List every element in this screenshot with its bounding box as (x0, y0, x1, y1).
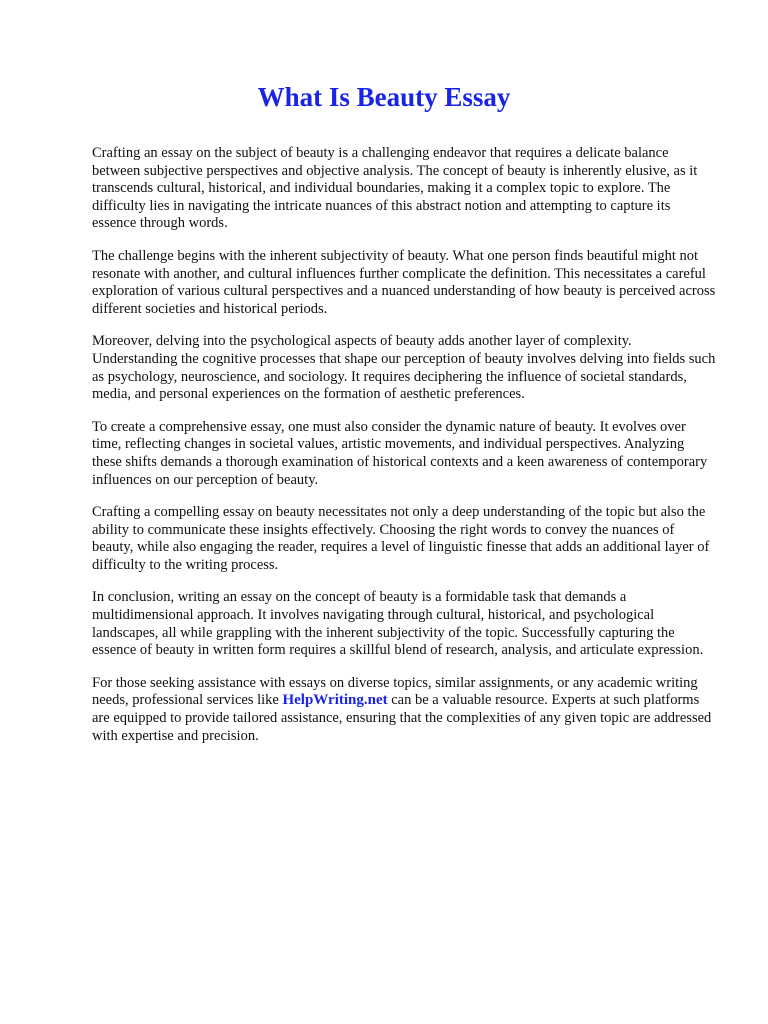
paragraph-closing (92, 675, 717, 745)
paragraph-6: In conclusion, writing an essay on the concept of beauty is a formidable task that demands a multidimensional approach. It involves navigating through cultural, historical, and psychological landscapes, all while grappling with the inherent subjectivity of the topic. Successfully capturing the essence of beauty in written form requires a skillful blend of research, analysis, and articulate expression. (92, 589, 704, 659)
paragraph-4: To create a comprehensive essay, one must also consider the dynamic nature of beauty. It evolves over time, reflecting changes in societal values, artistic movements, and individual perspectives. Analyzing these shifts demands a thorough examination of historical contexts and a keen awareness of contemporary influences on our perception of beauty. (92, 418, 708, 488)
paragraph-5: Crafting a compelling essay on beauty necessitates not only a deep understanding of the topic but also the ability to communicate these insights effectively. Choosing the right words to convey the nuances of beauty, while also engaging the reader, requires a level of linguistic finesse that adds an additional layer of difficulty to the writing process. (92, 504, 710, 573)
page-title: What Is Beauty Essay (257, 82, 511, 112)
paragraph-1: Crafting an essay on the subject of beauty is a challenging endeavor that requires a delicate balance between subjective perspectives and objective analysis. The concept of beauty is inherently elusive, as it transcends cultural, historical, and individual boundaries, making it a complex topic to explore. The difficulty lies in navigating the intricate nuances of this abstract notion and attempting to capture its essence through words. (92, 145, 698, 232)
helpwriting-link[interactable]: HelpWriting.net (282, 692, 388, 709)
paragraph-2: The challenge begins with the inherent subjectivity of beauty. What one person finds beautiful might not resonate with another, and cultural influences further complicate the definition. This necessitates a careful exploration of various cultural perspectives and a nuanced understanding of how beauty is perceived across different societies and historical periods. (92, 247, 716, 317)
closing-text-after: can be a valuable resource. Experts at such platforms are equipped to provide tailored assistance, ensuring that the complexities of any given topic are addressed with expertise and precision. (92, 692, 712, 744)
paragraph-3: Moreover, delving into the psychological aspects of beauty adds another layer of complexity. Understanding the cognitive processes that shape our perception of beauty involves delving into fields such as psychology, neuroscience, and sociology. It requires deciphering the influence of societal standards, media, and personal experiences on the formation of aesthetic preferences. (92, 333, 716, 403)
essay-body (92, 145, 717, 760)
closing-text-before: For those seeking assistance with essays on diverse topics, similar assignments, or any academic writing needs, professional services like (92, 674, 698, 709)
